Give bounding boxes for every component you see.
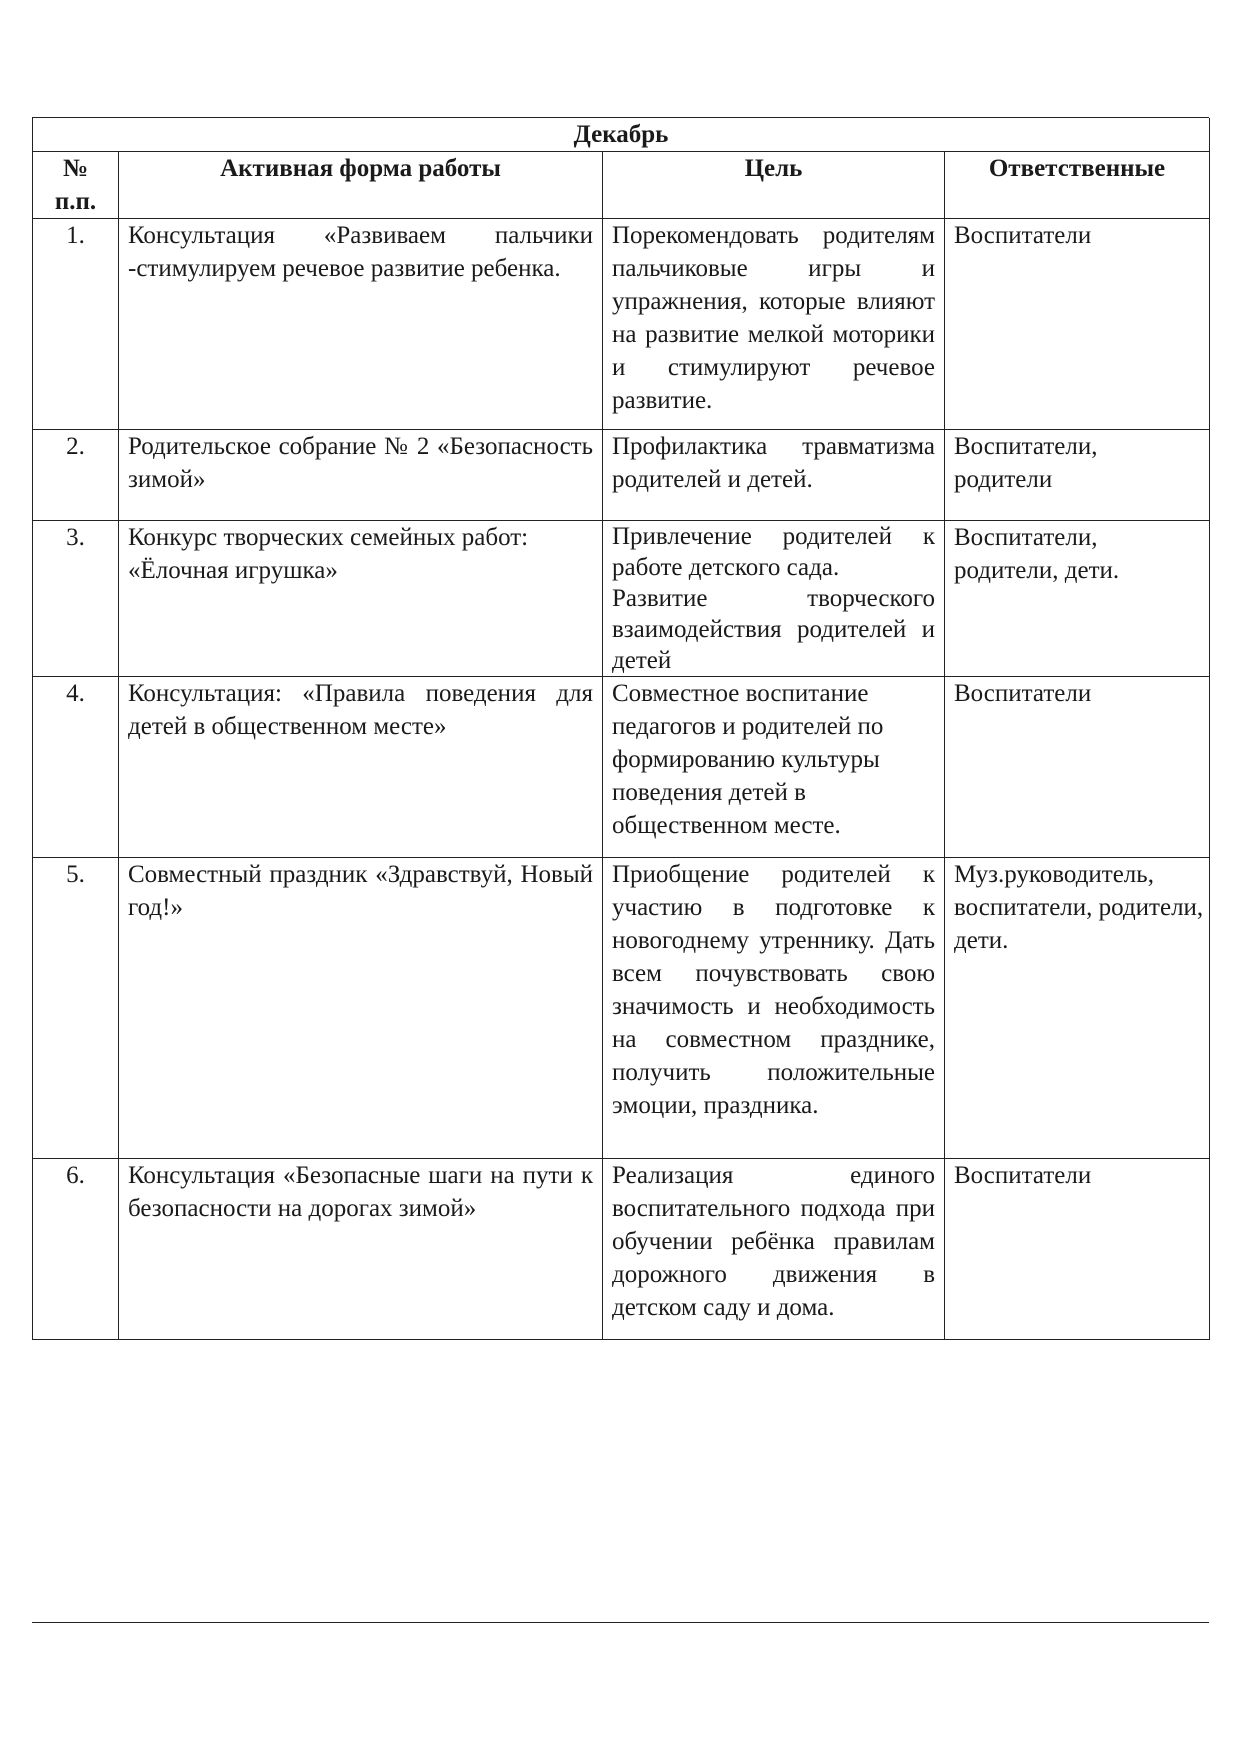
month-title: Декабрь [33,118,1210,152]
row-goal [603,521,945,677]
table-row [33,430,1210,521]
row-goal-part-1: Привлечение родителей к работе детского сада. [612,523,935,581]
row-responsible: Воспитатели, родители, дети. [945,521,1210,677]
row-form: Совместный праздник «Здравствуй, Новый год!» [119,858,603,1159]
header-number [33,152,119,219]
row-goal-part-2: Развитие творческого взаимодействия родителей и детей [612,585,935,674]
row-responsible-part-2: воспитатели, родители, дети. [954,894,1204,954]
table-row [33,521,1210,677]
header-row [33,152,1210,219]
row-responsible: Воспитатели, родители [945,430,1210,521]
row-number: 2. [33,430,119,521]
table-row [33,677,1210,858]
row-goal: Совместное воспитание педагогов и родителей по формированию культуры поведения детей в общественном месте. [603,677,945,858]
row-goal: Профилактика травматизма родителей и детей. [603,430,945,521]
row-responsible: Воспитатели [945,677,1210,858]
row-form: Консультация «Развиваем пальчики -стимулируем речевое развитие ребенка. [119,219,603,430]
row-number: 3. [33,521,119,677]
row-responsible [945,858,1210,1159]
month-row [33,118,1210,152]
row-form: Родительское собрание № 2 «Безопасность зимой» [119,430,603,521]
row-goal: Порекомендовать родителям пальчиковые игры и упражнения, которые влияют на развитие мелкой моторики и стимулируют речевое развитие. [603,219,945,430]
header-number-abbrev: п.п. [54,188,97,215]
row-number: 4. [33,677,119,858]
table-row [33,858,1210,1159]
row-goal: Реализация единого воспитательного подхода при обучении ребёнка правилам дорожного движения в детском саду и дома. [603,1159,945,1340]
header-responsible: Ответственные [945,152,1210,219]
row-responsible: Воспитатели [945,1159,1210,1340]
row-form: Конкурс творческих семейных работ: «Ёлочная игрушка» [119,521,603,677]
row-responsible-part-1: Муз.руководитель, [954,861,1154,888]
row-form: Консультация: «Правила поведения для детей в общественном месте» [119,677,603,858]
table-row [33,1159,1210,1340]
bottom-horizontal-rule [32,1622,1209,1623]
row-number: 5. [33,858,119,1159]
row-goal: Приобщение родителей к участию в подготовке к новогоднему утреннику. Дать всем почувствовать свою значимость и необходимость на совместном празднике, получить положительные эмоции, праздника. [603,858,945,1159]
header-number-symbol: № [62,155,89,182]
header-form: Активная форма работы [119,152,603,219]
header-goal: Цель [603,152,945,219]
row-number: 1. [33,219,119,430]
table-row [33,219,1210,430]
row-form: Консультация «Безопасные шаги на пути к безопасности на дорогах зимой» [119,1159,603,1340]
row-number: 6. [33,1159,119,1340]
december-plan-table [32,118,1210,1340]
row-responsible: Воспитатели [945,219,1210,430]
